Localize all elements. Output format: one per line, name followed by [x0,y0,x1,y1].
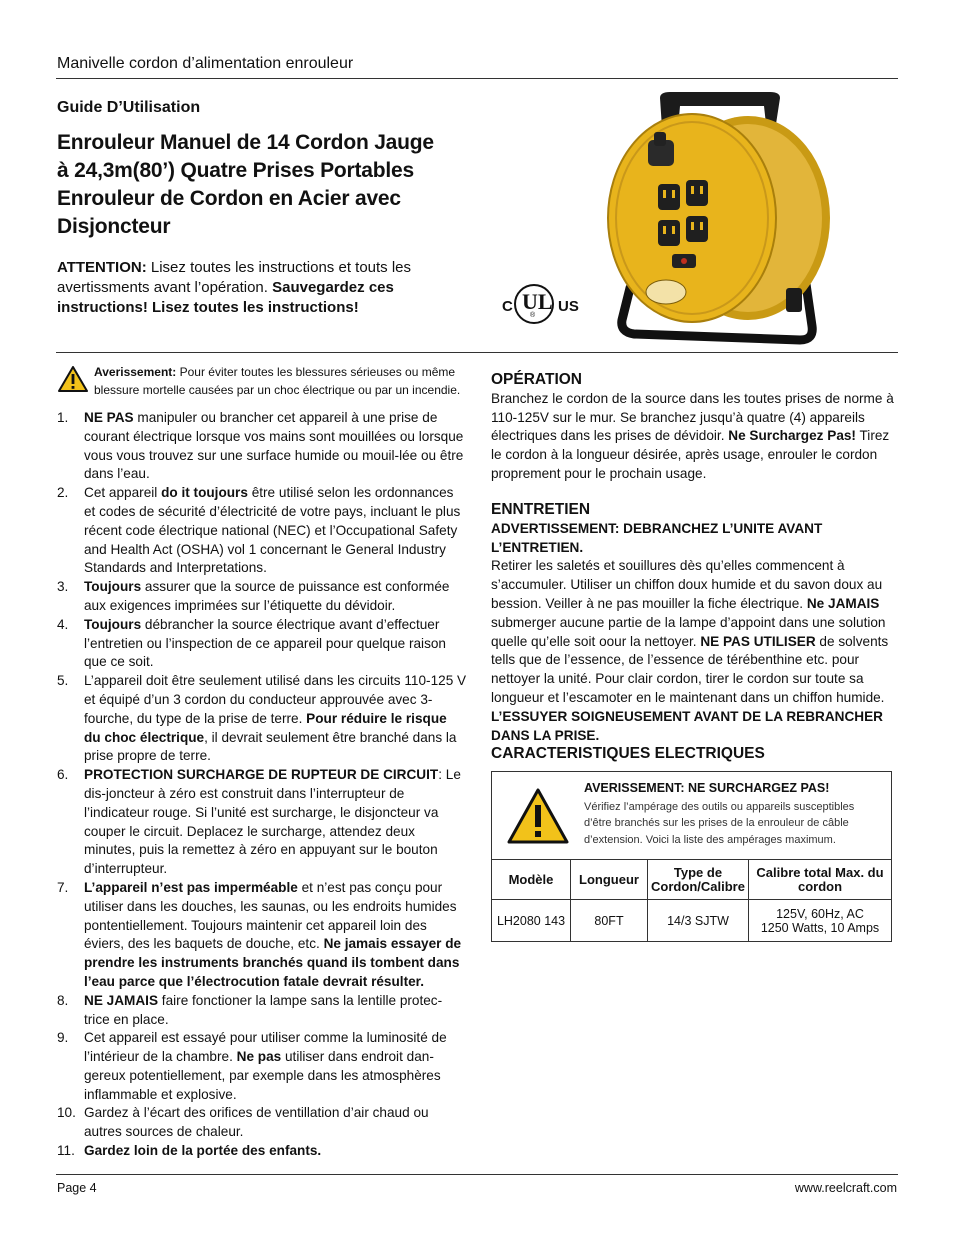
ul-us: US [558,298,579,315]
cord-reel-icon [600,88,840,350]
attention-bold: Sauvegardez ces instructions! Lisez toutes les instructions! [57,279,394,316]
maintenance-bold-3: L’ESSUYER SOIGNEUSEMENT AVANT DE LA REBRANCHER DANS LA PRISE. [491,708,883,743]
col-header-max-rating: Calibre total Max. du cordon [749,860,892,900]
overload-warning-box [492,772,892,860]
product-title-line: Disjoncteur [57,215,171,238]
list-item [57,1142,467,1161]
list-item-text: Gardez à l’écart des orifices de ventillation d’air chaud ou autres sources de chaleur. [84,1105,429,1140]
cell-length: 80FT [571,900,648,942]
cell-max-rating [749,900,892,942]
electrical-section [491,745,896,764]
list-item-text: : Le dis-joncteur à zéro est construit dans l’interrupteur de l’indicateur rouge. Si l’unité est surcharge, le disjoncteur va couper le circuit. Deplacez le surcharge, attendez deux minutes, puis la remettez à zéro en appuyant sur le bouton d’interrupteur. [84,767,461,877]
overload-warning-text: Vérifiez l’ampérage des outils ou appareils susceptibles d’être branchés sur les prises de la enrouleur de câble d’extension. Voici la liste des ampérages maximum. [584,800,855,846]
table-row [492,900,892,942]
maintenance-bold-1: Ne JAMAIS [806,595,880,611]
list-item [57,1104,467,1142]
maintenance-text [491,557,896,745]
electrical-specs-table [491,771,892,942]
ul-registered: ® [530,312,536,319]
list-item-number: 9. [57,1030,69,1046]
attention-paragraph [57,258,457,318]
list-item [57,616,467,672]
cell-model: LH2080 143 [492,900,571,942]
list-item-bold-text: PROTECTION SURCHARGE DE RUPTEUR DE CIRCUIT [84,767,439,783]
list-item-number: 1. [57,410,69,425]
page-number: Page 4 [57,1181,97,1195]
list-item-bold-text: Ne pas [236,1049,282,1065]
list-item-bold-text: Gardez loin de la portée des enfants. [84,1143,322,1159]
ul-letters: UL [522,289,553,314]
operation-text [491,390,896,484]
list-item [57,409,467,484]
small-warning [94,363,479,399]
list-item-number: 6. [57,767,69,783]
guide-label: Guide D’Utilisation [57,99,201,116]
operation-text-1: Branchez le cordon de la source dans les toutes prises de norme à 110-125V sur le mur. Se branchez jusqu’à quatre (4) appareils électriques dans les prises de dévidoir. [491,390,894,444]
list-item-text: et n’est pas conçu pour utiliser dans les douches, les saunas, ou les endroits humides pontentiellement. Toujours maintenir cet appareil loin des éviers, des les baquets de douche, etc. [84,879,457,952]
ul-certification-mark [500,280,590,330]
list-item-number: 11. [57,1143,75,1159]
overload-warning-title: AVERISSEMENT: NE SURCHARGEZ PAS! [584,780,830,795]
cell-max-rating-line: 125V, 60Hz, AC [776,906,864,921]
product-title-line: Enrouleur de Cordon en Acier avec [57,187,401,210]
warning-triangle-large-icon [506,787,570,848]
list-item-text: Cet appareil [84,485,162,501]
list-item-bold-text: NE JAMAIS [84,992,159,1008]
product-title-line: à 24,3m(80’) Quatre Prises Portables [57,159,414,182]
list-item-number: 4. [57,616,69,632]
running-header: Manivelle cordon d’alimentation enrouleur [57,55,354,72]
list-item [57,1029,467,1104]
table-header-row [492,860,892,900]
list-item-text: faire fonctioner la lampe sans la lentille protec-trice en place. [84,992,443,1027]
maintenance-heading: ENNTRETIEN [491,501,591,518]
operation-heading: OPÉRATION [491,371,582,388]
list-item-number: 7. [57,879,69,895]
list-item-bold-text: Ne jamais essayer de prendre les instruments branchés quand ils tombent dans l’eau parce que l’électrocution fatale devrait résulter. [84,936,462,989]
maintenance-bold-2: NE PAS UTILISER [700,633,816,649]
list-item-bold-text: Toujours [84,616,142,632]
list-item-bold-text: Pour réduire le risque du choc électrique [84,710,447,745]
electrical-heading: CARACTERISTIQUES ELECTRIQUES [491,745,765,762]
product-title-line: Enrouleur Manuel de 14 Cordon Jauge [57,131,434,154]
list-item [57,766,467,879]
list-item-bold-text: Toujours [84,579,142,595]
list-item-text: manipuler ou brancher cet appareil à une prise de courant électrique lorsque vos mains sont mouillées ou lorsque vous vous trouvez sur une surface humide ou mouil-lée ou être dans l’eau. [84,410,464,482]
operation-section [491,371,896,484]
col-header-length: Longueur [571,860,648,900]
list-item [57,879,467,992]
list-item-bold-text: L’appareil n’est pas imperméable [84,879,298,895]
list-item-text: débrancher la source électrique avant d’effectuer l’entretien ou l’inspection de ce appareil pour quelque raison que ce soit. [84,616,446,670]
list-item-number: 10. [57,1105,76,1121]
list-item-text: être utilisé selon les ordonnances et codes de sécurité d’électricité de votre pays, incluant le plus récent code électrique national (NEC) et l’Occupational Safety and Health Act (OSHA) vol 1 concernant le General Industry Standards and Interpretations. [84,485,461,576]
footer-rule [56,1174,898,1175]
header-rule [56,78,898,79]
maintenance-text-3: de solvents tells que de l’essence, de l’essence de térébenthine etc. pour nettoyer la unité. Pour clair cordon, tirer le cordon sur toute sa longueur et l’escamoter en le maintenant dans un chiffon humide. [491,633,889,705]
list-item-bold-text: NE PAS [84,410,134,425]
list-item-number: 3. [57,579,69,595]
attention-label: ATTENTION: [57,259,147,276]
maintenance-warning: ADVERTISSEMENT: DEBRANCHEZ L’UNITE AVANT L’ENTRETIEN. [491,520,823,555]
list-item-number: 8. [57,992,69,1008]
list-item-number: 2. [57,485,69,501]
list-item-number: 5. [57,673,69,689]
maintenance-section [491,501,896,745]
operation-text-2: Tirez le cordon à la longueur désirée, après usage, enrouler le cordon proprement pour le prochain usage. [491,428,890,481]
list-item [57,578,467,616]
website-link[interactable]: www.reelcraft.com [794,1181,897,1195]
product-title [57,129,457,241]
list-item-text: utiliser dans endroit dan-gereux potentiellement, par exemple dans les atmosphères inflammable et explosive. [84,1049,441,1102]
list-item-text: Cet appareil est essayé pour utiliser comme la luminosité de l’intérieur de la chambre. [84,1030,447,1065]
small-warning-text: Pour éviter toutes les blessures sérieuses ou même blessure mortelle causées par un choc électrique ou par un incendie. [94,365,461,397]
section-rule [56,352,898,353]
operation-bold: Ne Surchargez Pas! [728,428,856,444]
maintenance-text-2: submerger aucune partie de la lampe d’appoint dans une solution quelle qu’elle soit oour la nettoyer. [491,614,886,649]
cell-cord-type: 14/3 SJTW [648,900,749,942]
cord-reel-product-image [600,88,840,350]
small-warning-label: Averissement: [94,365,177,379]
col-header-model: Modèle [492,860,571,900]
ul-c: C [502,298,513,315]
attention-text: Lisez toutes les instructions et touts les avertissments avant l’opération. [57,259,412,296]
list-item-text: , il devrait seulement être branché dans la prise propre de terre. [84,729,457,764]
warning-triangle-icon [57,365,89,398]
ul-circle [514,284,554,324]
cell-max-rating-line: 1250 Watts, 10 Amps [760,920,880,935]
list-item [57,992,467,1030]
list-item-text: assurer que la source de puissance est conformée aux exigences imprimées sur l’étiquette du dévidoir. [84,579,450,613]
col-header-cord-type: Type de Cordon/Calibre [648,860,749,900]
safety-rules-list [57,409,467,1161]
list-item-bold-text: do it toujours [161,485,248,501]
list-item-text: L’appareil doit être seulement utilisé dans les circuits 110-125 V et équipé d’un 3 cordon du conducteur approuvée avec 3-fourche, du type de la prise de terre. [84,673,467,726]
list-item [57,484,467,578]
maintenance-text-1: Retirer les saletés et souillures dès qu’elles commencent à s’accumuler. Utiliser un chiffon doux humide et du savon doux au bession. Veiller à ne pas mouiller la fiche électrique. [491,558,883,611]
list-item [57,672,467,766]
